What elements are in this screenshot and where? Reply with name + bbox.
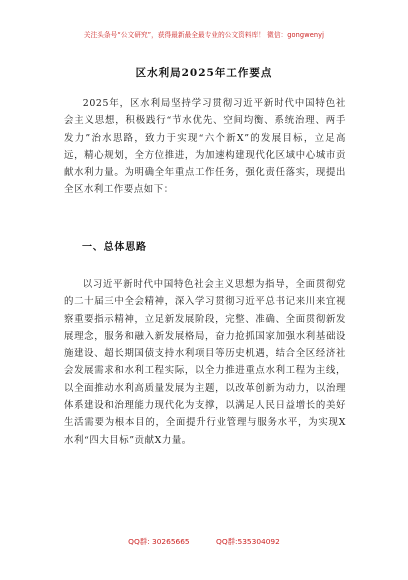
footer xyxy=(0,536,408,547)
intro-paragraph: 2025年，区水利局坚持学习贯彻习近平新时代中国特色社会主义思想，积极践行“节水优先、空间均衡、系统治理、两手发力”治水思路，致力于实现“六个新X”的发展目标，立足高远，精心规划，全方位推进，为加速构建现代化区域中心城市贡献水利力量。为明确全年重点工作任务，强化责任落实，现提出全区水利工作要点如下： xyxy=(64,98,346,196)
section-heading: 一、总体思路 xyxy=(82,242,147,253)
page-title: 区水利局2025年工作要点 xyxy=(135,67,273,79)
footer-qq-group-2: QQ群:535304092 xyxy=(216,537,280,546)
header-banner: 关注头条号“公文研究”，获得最新最全最专业的公文资料库！ 微信：gongwenyj xyxy=(83,31,325,39)
footer-qq-group-1: QQ群: 30265665 xyxy=(128,537,190,546)
section-body-paragraph: 以习近平新时代中国特色社会主义思想为指导，全面贯彻党的二十届三中全会精神，深入学习贯彻习近平总书记来川来宜视察重要指示精神，立足新发展阶段，完整、准确、全面贯彻新发展理念，服务和融入新发展格局，奋力抢抓国家加强水利基础设施建设、超长期国债支持水利项目等历史机遇，结合全区经济社会发展需求和水利工程实际，以全力推进重点水利工程为主线，以全面推动水利高质量发展为主题，以改革创新为动力，以治理体系建设和治理能力现代化为支撑，以满足人民日益增长的美好生活需要为根本目的，全面提升行业管理与服务水平，为实现X水利“四大目标”贡献X力量。 xyxy=(64,279,346,446)
